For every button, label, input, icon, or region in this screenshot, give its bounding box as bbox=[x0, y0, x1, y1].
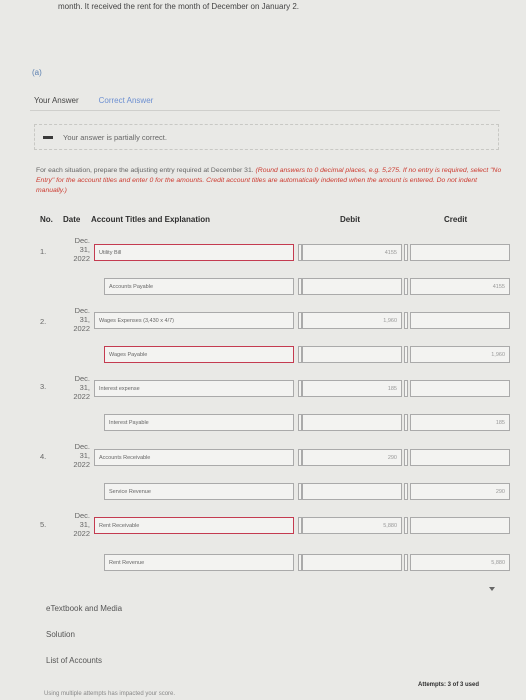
credit-marker bbox=[404, 312, 408, 329]
partial-correct-icon bbox=[43, 136, 53, 139]
credit-marker bbox=[404, 346, 408, 363]
entry-no: 2. bbox=[40, 317, 47, 326]
debit-amount-input[interactable] bbox=[302, 346, 402, 363]
debit-account-select[interactable]: Accounts Receivable bbox=[94, 449, 294, 466]
credit-marker bbox=[404, 517, 408, 534]
entry-no: 5. bbox=[40, 520, 47, 529]
debit-amount-input[interactable] bbox=[302, 278, 402, 295]
credit-marker bbox=[404, 380, 408, 397]
instructions-italic: (Round answers to 0 decimal places, e.g. 5,275. If no entry is required, select "No Entry" for the account titles and enter 0 for the amounts. Credit account titles are automatically indented when the amount is entered. Do not indent manually.) bbox=[36, 167, 502, 194]
credit-marker bbox=[404, 449, 408, 466]
credit-marker bbox=[404, 244, 408, 261]
entry-date bbox=[64, 236, 90, 263]
entry-date bbox=[64, 442, 90, 469]
attempts-label: Attempts: 3 of 3 used bbox=[418, 682, 480, 688]
list-accounts-link[interactable]: List of Accounts bbox=[46, 656, 103, 665]
attempts-counter bbox=[418, 682, 479, 688]
debit-amount-input[interactable] bbox=[302, 483, 402, 500]
credit-amount-input[interactable] bbox=[410, 517, 510, 534]
status-box bbox=[34, 124, 499, 150]
debit-amount-input[interactable]: 290 bbox=[302, 449, 402, 466]
credit-amount-input[interactable]: 5,880 bbox=[410, 554, 510, 571]
credit-amount-input[interactable]: 1,960 bbox=[410, 346, 510, 363]
entry-date bbox=[64, 511, 90, 538]
date-year: 2022 bbox=[73, 460, 90, 469]
instructions bbox=[36, 166, 506, 196]
entry-date bbox=[64, 306, 90, 333]
solution-link[interactable]: Solution bbox=[46, 630, 75, 639]
header-account: Account Titles and Explanation bbox=[91, 215, 210, 224]
header-credit: Credit bbox=[444, 215, 468, 224]
date-day: 31, bbox=[79, 383, 90, 392]
credit-amount-input[interactable] bbox=[410, 380, 510, 397]
debit-account-select[interactable]: Rent Receivable bbox=[94, 517, 294, 534]
header-date: Date bbox=[63, 215, 81, 224]
header-debit: Debit bbox=[340, 215, 360, 224]
debit-amount-input[interactable]: 5,880 bbox=[302, 517, 402, 534]
credit-amount-input[interactable]: 290 bbox=[410, 483, 510, 500]
etextbook-link[interactable]: eTextbook and Media bbox=[46, 604, 123, 613]
top-text: month. It received the rent for the month of December on January 2. bbox=[58, 2, 300, 11]
credit-amount-input[interactable]: 4155 bbox=[410, 278, 510, 295]
debit-account-select[interactable]: Wages Expenses (3,430 x 4/7) bbox=[94, 312, 294, 329]
date-month: Dec. bbox=[74, 306, 90, 315]
date-month: Dec. bbox=[74, 511, 90, 520]
date-day: 31, bbox=[79, 520, 90, 529]
tab-your-answer[interactable]: Your Answer bbox=[34, 96, 79, 105]
entry-no: 4. bbox=[40, 452, 47, 461]
credit-amount-input[interactable] bbox=[410, 312, 510, 329]
answer-tabs bbox=[34, 96, 153, 105]
credit-marker bbox=[404, 554, 408, 571]
footer-note: Using multiple attempts has impacted your score. bbox=[44, 691, 176, 697]
date-month: Dec. bbox=[74, 374, 90, 383]
status-message: Your answer is partially correct. bbox=[63, 132, 167, 142]
entry-no: 1. bbox=[40, 247, 47, 256]
debit-account-select[interactable]: Interest expense bbox=[94, 380, 294, 397]
debit-amount-input[interactable]: 1,960 bbox=[302, 312, 402, 329]
date-day: 31, bbox=[79, 451, 90, 460]
debit-account-select[interactable]: Utility Bill bbox=[94, 244, 294, 261]
credit-amount-input[interactable] bbox=[410, 449, 510, 466]
date-year: 2022 bbox=[73, 324, 90, 333]
credit-amount-input[interactable]: 185 bbox=[410, 414, 510, 431]
debit-amount-input[interactable]: 185 bbox=[302, 380, 402, 397]
date-year: 2022 bbox=[73, 529, 90, 538]
credit-account-select[interactable]: Service Revenue bbox=[104, 483, 294, 500]
debit-amount-input[interactable] bbox=[302, 554, 402, 571]
date-day: 31, bbox=[79, 315, 90, 324]
date-month: Dec. bbox=[74, 442, 90, 451]
date-year: 2022 bbox=[73, 392, 90, 401]
debit-amount-input[interactable] bbox=[302, 414, 402, 431]
header-no: No. bbox=[40, 215, 53, 224]
credit-account-select[interactable]: Accounts Payable bbox=[104, 278, 294, 295]
date-year: 2022 bbox=[73, 254, 90, 263]
entry-no: 3. bbox=[40, 382, 47, 391]
credit-marker bbox=[404, 483, 408, 500]
debit-amount-input[interactable]: 4155 bbox=[302, 244, 402, 261]
credit-account-select[interactable]: Rent Revenue bbox=[104, 554, 294, 571]
credit-amount-input[interactable] bbox=[410, 244, 510, 261]
tabs-divider bbox=[30, 110, 500, 111]
date-month: Dec. bbox=[74, 236, 90, 245]
entry-date bbox=[64, 374, 90, 401]
section-tag: (a) bbox=[32, 68, 42, 77]
instructions-lead: For each situation, prepare the adjusting entry required at December 31. bbox=[36, 167, 254, 174]
tab-correct-answer[interactable]: Correct Answer bbox=[98, 96, 154, 105]
scroll-down-icon[interactable] bbox=[489, 587, 495, 591]
credit-marker bbox=[404, 414, 408, 431]
credit-account-select[interactable]: Interest Payable bbox=[104, 414, 294, 431]
date-day: 31, bbox=[79, 245, 90, 254]
credit-marker bbox=[404, 278, 408, 295]
credit-account-select[interactable]: Wages Payable bbox=[104, 346, 294, 363]
